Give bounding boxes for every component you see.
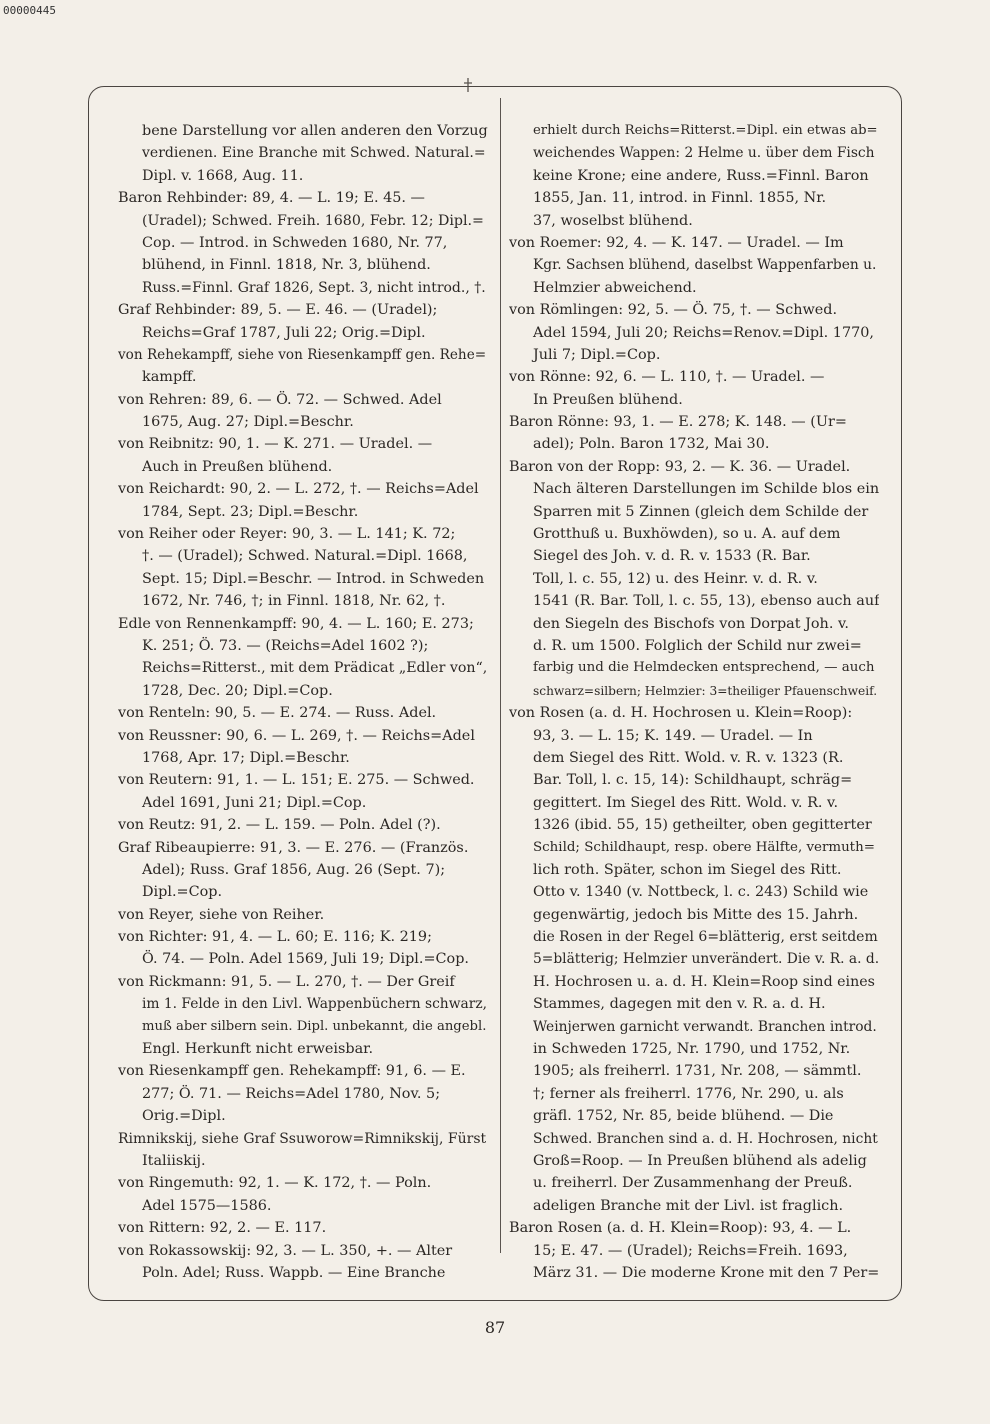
- text-line: Siegel des Joh. v. d. R. v. 1533 (R. Bar.: [533, 548, 811, 565]
- text-line: gräfl. 1752, Nr. 85, beide blühend. — Die: [533, 1108, 834, 1125]
- text-line: Dipl. v. 1668, Aug. 11.: [142, 167, 304, 184]
- text-line: Nach älteren Darstellungen im Schilde blos ein: [533, 481, 879, 498]
- text-line: 1784, Sept. 23; Dipl.=Beschr.: [142, 503, 359, 520]
- text-line: Adel 1575—1586.: [142, 1197, 272, 1214]
- text-line: 1541 (R. Bar. Toll, l. c. 55, 13), ebenso auch auf: [533, 593, 879, 610]
- text-line: keine Krone; eine andere, Russ.=Finnl. Baron: [533, 167, 869, 184]
- text-line: in Schweden 1725, Nr. 1790, und 1752, Nr.: [533, 1041, 851, 1058]
- text-line: 1855, Jan. 11, introd. in Finnl. 1855, Nr.: [533, 190, 827, 207]
- text-line: farbig und die Helmdecken entsprechend, — auch: [533, 660, 875, 676]
- text-line: 1905; als freiherrl. 1731, Nr. 208, — sämmtl.: [533, 1063, 862, 1080]
- text-line: Schild; Schildhaupt, resp. obere Hälfte, vermuth=: [533, 839, 875, 855]
- text-line: Grotthuß u. Buxhöwden), so u. A. auf dem: [533, 526, 841, 543]
- text-line: K. 251; Ö. 73. — (Reichs=Adel 1602 ?);: [142, 637, 429, 654]
- text-line: Bar. Toll, l. c. 15, 14): Schildhaupt, schräg=: [533, 772, 853, 789]
- text-line: Italiiskij.: [142, 1152, 206, 1169]
- text-line: 1675, Aug. 27; Dipl.=Beschr.: [142, 414, 354, 431]
- text-line: 93, 3. — L. 15; K. 149. — Uradel. — In: [533, 727, 813, 744]
- text-line: Weinjerwen garnicht verwandt. Branchen introd.: [533, 1018, 877, 1035]
- text-line: erhielt durch Reichs=Ritterst.=Dipl. ein etwas ab=: [533, 123, 878, 138]
- text-line: von Reutern: 91, 1. — L. 151; E. 275. — Schwed.: [118, 772, 475, 789]
- right-column: [509, 120, 879, 1284]
- text-line: Baron Rehbinder: 89, 4. — L. 19; E. 45. —: [118, 190, 425, 207]
- text-line: Groß=Roop. — In Preußen blühend als adelig: [533, 1152, 867, 1169]
- text-line: In Preußen blühend.: [533, 391, 683, 408]
- text-line: muß aber silbern sein. Dipl. unbekannt, die angebl.: [142, 1018, 487, 1034]
- text-line: Adel 1594, Juli 20; Reichs=Renov.=Dipl. 1770,: [533, 324, 874, 341]
- text-line: Graf Rehbinder: 89, 5. — E. 46. — (Uradel);: [118, 302, 438, 319]
- text-line: Cop. — Introd. in Schweden 1680, Nr. 77,: [142, 234, 448, 251]
- text-line: März 31. — Die moderne Krone mit den 7 Per=: [533, 1264, 879, 1281]
- text-line: von Reichardt: 90, 2. — L. 272, †. — Reichs=Adel: [118, 481, 479, 498]
- text-line: †. — (Uradel); Schwed. Natural.=Dipl. 1668,: [142, 548, 468, 565]
- text-line: Schwed. Branchen sind a. d. H. Hochrosen, nicht: [533, 1130, 878, 1147]
- page-number: 87: [484, 1318, 506, 1337]
- text-line: d. R. um 1500. Folglich der Schild nur zwei=: [533, 637, 862, 654]
- text-line: 277; Ö. 71. — Reichs=Adel 1780, Nov. 5;: [142, 1085, 441, 1102]
- text-line: †; ferner als freiherrl. 1776, Nr. 290, u. als: [533, 1085, 844, 1102]
- text-line: von Reussner: 90, 6. — L. 269, †. — Reichs=Adel: [118, 727, 475, 744]
- text-line: Graf Ribeaupierre: 91, 3. — E. 276. — (Französ.: [118, 839, 469, 856]
- column-divider: [500, 98, 501, 1253]
- text-line: Russ.=Finnl. Graf 1826, Sept. 3, nicht introd., †.: [142, 279, 486, 296]
- text-line: Baron von der Ropp: 93, 2. — K. 36. — Uradel.: [509, 458, 851, 475]
- text-line: (Uradel); Schwed. Freih. 1680, Febr. 12; Dipl.=: [142, 212, 484, 229]
- text-line: Otto v. 1340 (v. Nottbeck, l. c. 243) Schild wie: [533, 884, 869, 901]
- text-line: Baron Rosen (a. d. H. Klein=Roop): 93, 4. — L.: [509, 1220, 852, 1237]
- text-line: Engl. Herkunft nicht erweisbar.: [142, 1041, 374, 1058]
- text-line: Baron Rönne: 93, 1. — E. 278; K. 148. — (Ur=: [509, 414, 847, 431]
- text-line: Adel); Russ. Graf 1856, Aug. 26 (Sept. 7);: [142, 861, 446, 878]
- text-line: u. freiherrl. Der Zusammenhang der Preuß.: [533, 1175, 853, 1192]
- text-line: von Rickmann: 91, 5. — L. 270, †. — Der Greif: [118, 973, 455, 990]
- text-line: Dipl.=Cop.: [142, 884, 223, 901]
- text-line: adeligen Branche mit der Livl. ist fraglich.: [533, 1197, 844, 1214]
- text-line: 1326 (ibid. 55, 15) getheilter, oben gegitterter: [533, 817, 872, 834]
- text-line: kampff.: [142, 369, 197, 386]
- scan-identifier: 00000445: [3, 4, 56, 17]
- text-line: H. Hochrosen u. a. d. H. Klein=Roop sind eines: [533, 973, 875, 990]
- text-line: schwarz=silbern; Helmzier: 3=theiliger Pfauenschweif.: [533, 683, 878, 698]
- text-line: gegenwärtig, jedoch bis Mitte des 15. Jahrh.: [533, 906, 859, 923]
- text-line: Rimnikskij, siehe Graf Ssuworow=Rimnikskij, Fürst: [118, 1130, 487, 1147]
- text-line: Ö. 74. — Poln. Adel 1569, Juli 19; Dipl.=Cop.: [142, 951, 469, 968]
- text-line: Sept. 15; Dipl.=Beschr. — Introd. in Schweden: [142, 570, 485, 587]
- text-line: von Reutz: 91, 2. — L. 159. — Poln. Adel (?).: [118, 817, 441, 834]
- text-line: 1672, Nr. 746, †; in Finnl. 1818, Nr. 62, †.: [142, 593, 446, 610]
- text-line: von Rittern: 92, 2. — E. 117.: [118, 1220, 327, 1237]
- text-line: Reichs=Graf 1787, Juli 22; Orig.=Dipl.: [142, 324, 426, 341]
- text-line: von Römlingen: 92, 5. — Ö. 75, †. — Schwed.: [509, 302, 838, 319]
- text-line: von Ringemuth: 92, 1. — K. 172, †. — Poln.: [118, 1175, 432, 1192]
- text-line: Helmzier abweichend.: [533, 279, 697, 296]
- text-line: verdienen. Eine Branche mit Schwed. Natural.=: [142, 145, 486, 162]
- text-line: von Reyer, siehe von Reiher.: [118, 906, 325, 923]
- text-line: Juli 7; Dipl.=Cop.: [533, 346, 661, 363]
- text-line: lich roth. Später, schon im Siegel des Ritt.: [533, 861, 842, 878]
- text-line: die Rosen in der Regel 6=blätterig, erst seitdem: [533, 929, 878, 946]
- text-line: von Rehren: 89, 6. — Ö. 72. — Schwed. Adel: [118, 391, 442, 408]
- text-line: Poln. Adel; Russ. Wappb. — Eine Branche: [142, 1264, 446, 1281]
- text-line: blühend, in Finnl. 1818, Nr. 3, blühend.: [142, 257, 431, 274]
- text-line: von Rosen (a. d. H. Hochrosen u. Klein=Roop):: [509, 705, 853, 722]
- text-line: 37, woselbst blühend.: [533, 212, 693, 229]
- text-line: von Reiher oder Reyer: 90, 3. — L. 141; K. 72;: [118, 526, 456, 543]
- text-line: Kgr. Sachsen blühend, daselbst Wappenfarben u.: [533, 257, 877, 274]
- text-line: Orig.=Dipl.: [142, 1108, 226, 1125]
- left-column: [118, 120, 488, 1284]
- text-line: von Renteln: 90, 5. — E. 274. — Russ. Adel.: [118, 705, 437, 722]
- text-line: bene Darstellung vor allen anderen den Vorzug: [142, 123, 488, 139]
- text-line: 15; E. 47. — (Uradel); Reichs=Freih. 1693,: [533, 1242, 848, 1259]
- text-line: von Riesenkampff gen. Rehekampff: 91, 6. — E.: [118, 1063, 466, 1080]
- text-line: Sparren mit 5 Zinnen (gleich dem Schilde der: [533, 503, 869, 520]
- text-line: Adel 1691, Juni 21; Dipl.=Cop.: [142, 794, 367, 811]
- text-line: von Reibnitz: 90, 1. — K. 271. — Uradel. —: [118, 436, 433, 453]
- text-line: adel); Poln. Baron 1732, Mai 30.: [533, 436, 770, 453]
- text-line: Reichs=Ritterst., mit dem Prädicat „Edler von“,: [142, 660, 488, 677]
- text-line: Toll, l. c. 55, 12) u. des Heinr. v. d. R. v.: [533, 570, 818, 587]
- text-line: den Siegeln des Bischofs von Dorpat Joh. v.: [533, 615, 849, 632]
- text-line: Edle von Rennenkampff: 90, 4. — L. 160; E. 273;: [118, 615, 474, 632]
- text-line: von Rehekampff, siehe von Riesenkampff gen. Rehe=: [118, 346, 487, 363]
- text-line: Stammes, dagegen mit den v. R. a. d. H.: [533, 996, 826, 1013]
- text-line: von Rokassowskij: 92, 3. — L. 350, +. — Alter: [118, 1242, 453, 1259]
- text-line: im 1. Felde in den Livl. Wappenbüchern schwarz,: [142, 996, 487, 1013]
- text-line: von Rönne: 92, 6. — L. 110, †. — Uradel. —: [509, 369, 825, 386]
- text-line: von Roemer: 92, 4. — K. 147. — Uradel. — Im: [509, 234, 844, 251]
- text-line: 5=blätterig; Helmzier unverändert. Die v. R. a. d.: [533, 951, 879, 968]
- text-line: weichendes Wappen: 2 Helme u. über dem Fisch: [533, 145, 875, 162]
- text-line: Auch in Preußen blühend.: [142, 458, 333, 475]
- text-line: dem Siegel des Ritt. Wold. v. R. v. 1323 (R.: [533, 749, 844, 766]
- text-line: von Richter: 91, 4. — L. 60; E. 116; K. 219;: [118, 929, 432, 946]
- text-line: gegittert. Im Siegel des Ritt. Wold. v. R. v.: [533, 794, 839, 811]
- text-line: 1728, Dec. 20; Dipl.=Cop.: [142, 682, 333, 699]
- text-line: 1768, Apr. 17; Dipl.=Beschr.: [142, 749, 350, 766]
